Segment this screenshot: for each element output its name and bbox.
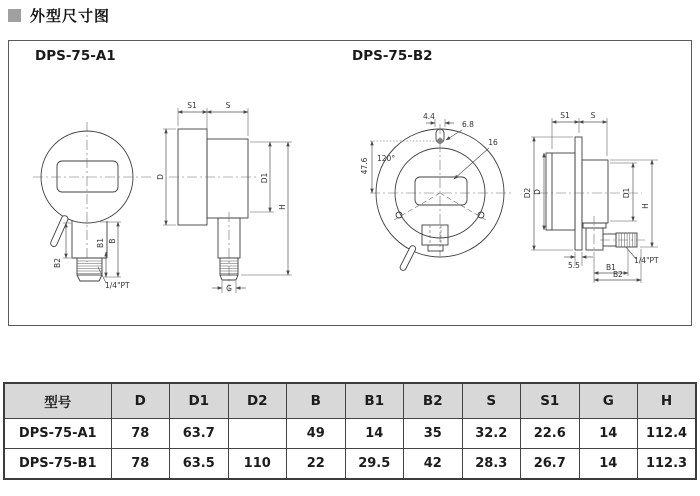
b2-dim-label-d: D (533, 189, 542, 195)
cell-model: DPS-75-B1 (4, 449, 111, 480)
cell: 49 (287, 419, 346, 449)
cell-model: DPS-75-A1 (4, 419, 111, 449)
a1-side-stem (218, 212, 240, 292)
a1-dim-label-b: B (108, 238, 117, 244)
cell: 110 (228, 449, 287, 480)
dimensions-table (3, 382, 697, 480)
col-header-d: D (111, 383, 170, 419)
table-header-row (4, 383, 696, 419)
a1-dim-label-b1: B1 (96, 238, 105, 248)
b2-dim-label-hole-offset: 47.6 (360, 157, 369, 175)
a1-dim-label-d1: D1 (260, 172, 269, 184)
cell: 26.7 (521, 449, 580, 480)
col-header-g: G (579, 383, 638, 419)
cell: 112.3 (638, 449, 697, 480)
cell: 22.6 (521, 419, 580, 449)
b2-case-side-outline (582, 160, 608, 223)
cell: 14 (579, 449, 638, 480)
b2-dim-label-h: H (641, 203, 650, 209)
a1-side-view (156, 101, 292, 293)
col-header-b: B (287, 383, 346, 419)
b2-dim-label-bezel: 16 (488, 138, 498, 147)
b2-dim-label-flange-thickness: 5.5 (568, 261, 580, 270)
b2-front-dimensions (360, 112, 498, 193)
cell: 78 (111, 449, 170, 480)
b2-dim-label-s1: S1 (560, 111, 570, 120)
cell: 22 (287, 449, 346, 480)
cell: 14 (345, 419, 404, 449)
col-header-b1: B1 (345, 383, 404, 419)
b2-thread-label: 1/4"PT (634, 256, 659, 265)
col-header-b2: B2 (404, 383, 463, 419)
section-header (8, 5, 110, 26)
a1-neck-and-thread (72, 221, 107, 281)
col-header-d2: D2 (228, 383, 287, 419)
b2-dim-label-d1: D1 (622, 187, 631, 199)
b2-side-dimensions (523, 111, 659, 283)
section-bullet-icon (8, 9, 21, 22)
a1-thread-label: 1/4"PT (105, 281, 130, 290)
technical-drawing (9, 41, 691, 325)
diagram-b2-title: DPS-75-B2 (352, 48, 433, 64)
b2-display-window (415, 177, 467, 205)
b2-bezel-outline (546, 153, 575, 230)
a1-front-view (33, 122, 151, 290)
a1-display-window (57, 161, 118, 192)
b2-back-connection (583, 216, 645, 258)
cell: 32.2 (462, 419, 521, 449)
a1-dim-label-b2: B2 (53, 258, 62, 268)
b2-dim-label-hole-dia: 6.8 (462, 120, 474, 129)
a1-side-dimensions (156, 101, 292, 293)
b2-dim-label-hole-angle: 120° (377, 154, 396, 163)
a1-dim-label-s: S (225, 101, 231, 110)
cell: 28.3 (462, 449, 521, 480)
cell: 63.5 (170, 449, 229, 480)
table-row (4, 419, 696, 449)
a1-dim-label-h: H (278, 204, 287, 210)
col-header-s1: S1 (521, 383, 580, 419)
cell: 29.5 (345, 449, 404, 480)
b2-front-view (360, 112, 512, 271)
b2-dim-label-hole-width: 4.4 (423, 112, 435, 121)
col-header-h: H (638, 383, 697, 419)
diagram-a1-title: DPS-75-A1 (35, 48, 116, 64)
dimension-diagram-panel (8, 40, 692, 326)
b2-dim-label-d2: D2 (523, 187, 532, 199)
a1-dim-label-g: G (226, 284, 232, 293)
b2-dim-label-b2: B2 (613, 270, 623, 279)
cell: 78 (111, 419, 170, 449)
cell: 42 (404, 449, 463, 480)
b2-dim-label-b1: B1 (606, 263, 616, 272)
col-header-d1: D1 (170, 383, 229, 419)
a1-dim-label-d: D (156, 174, 165, 180)
page-title: 外型尺寸图 (30, 7, 111, 25)
b2-flange-plate (575, 137, 582, 250)
cell: 112.4 (638, 419, 697, 449)
b2-dim-label-s: S (590, 111, 596, 120)
table-row (4, 449, 696, 480)
col-header-model: 型号 (4, 383, 111, 419)
col-header-s: S (462, 383, 521, 419)
a1-dim-label-s1: S1 (187, 101, 197, 110)
b2-side-view (523, 111, 659, 283)
a1-case-outline (207, 139, 248, 218)
cell: 63.7 (170, 419, 229, 449)
a1-front-dimensions (53, 222, 130, 290)
cell (228, 419, 287, 449)
cell: 35 (404, 419, 463, 449)
cell: 14 (579, 419, 638, 449)
